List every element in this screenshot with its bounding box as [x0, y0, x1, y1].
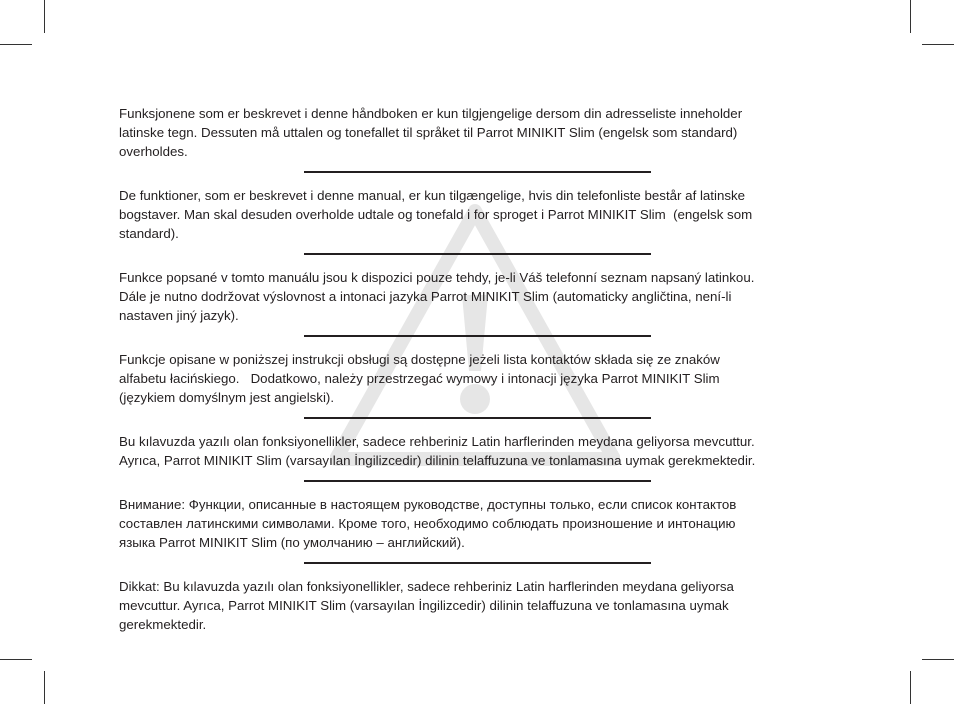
notice-line: Внимание: Функции, описанные в настоящем руководстве, доступны только, если список контактов: [119, 497, 737, 512]
notice-line: De funktioner, som er beskrevet i denne manual, er kun tilgængelige, hvis din telefonliste består af latinske: [119, 188, 746, 203]
notice-line: (językiem domyślnym jest angielski).: [119, 390, 335, 405]
notice-line: Dikkat: Bu kılavuzda yazılı olan fonksiyonellikler, sadece rehberiniz Latin harflerinden meydana geliyorsa: [119, 579, 734, 594]
notice-line: Ayrıca, Parrot MINIKIT Slim (varsayılan İngilizcedir) dilinin telaffuzuna ve tonlamasına uymak gerekmektedir.: [119, 453, 756, 468]
notice-paragraph: [119, 104, 831, 161]
separator-rule: [304, 480, 651, 482]
notice-line: latinske tegn. Dessuten må uttalen og tonefallet til språket til Parrot MINIKIT Slim (engelsk som standard): [119, 125, 738, 140]
notice-line: bogstaver. Man skal desuden overholde udtale og tonefald i for sproget i Parrot MINIKIT Slim (engelsk som: [119, 207, 753, 222]
notice-paragraph: [119, 186, 831, 243]
crop-mark-bottom-right-horizontal: [922, 659, 954, 660]
separator-rule: [304, 335, 651, 337]
notice-line: составлен латинскими символами. Кроме того, необходимо соблюдать произношение и интонацию: [119, 516, 736, 531]
notice-line: Funksjonene som er beskrevet i denne håndboken er kun tilgjengelige dersom din adresseliste inneholder: [119, 106, 743, 121]
notice-line: Funkcje opisane w poniższej instrukcji obsługi są dostępne jeżeli lista kontaktów składa się ze znaków: [119, 352, 720, 367]
separator-rule: [304, 562, 651, 564]
notice-line: alfabetu łacińskiego. Dodatkowo, należy przestrzegać wymowy i intonacji języka Parrot MINIKIT Slim: [119, 371, 720, 386]
notice-line: overholdes.: [119, 144, 188, 159]
notice-line: gerekmektedir.: [119, 617, 207, 632]
notice-line: standard).: [119, 226, 179, 241]
crop-mark-bottom-left-horizontal: [0, 659, 32, 660]
separator-rule: [304, 171, 651, 173]
crop-mark-bottom-left-vertical: [44, 671, 45, 704]
notice-paragraph: [119, 577, 831, 634]
crop-mark-top-left-horizontal: [0, 44, 32, 45]
notice-paragraph: [119, 350, 831, 407]
notice-paragraph: [119, 268, 831, 325]
notice-paragraph: [119, 432, 831, 470]
notice-line: Funkce popsané v tomto manuálu jsou k dispozici pouze tehdy, je-li Váš telefonní seznam napsaný latinkou.: [119, 270, 755, 285]
notice-line: языка Parrot MINIKIT Slim (по умолчанию – английский).: [119, 535, 465, 550]
notice-line: Bu kılavuzda yazılı olan fonksiyonellikler, sadece rehberiniz Latin harflerinden meydana geliyorsa mevcuttur.: [119, 434, 755, 449]
crop-mark-top-right-horizontal: [922, 44, 954, 45]
notice-paragraph: [119, 495, 831, 552]
crop-mark-top-right-vertical: [910, 0, 911, 33]
separator-rule: [304, 253, 651, 255]
notice-line: mevcuttur. Ayrıca, Parrot MINIKIT Slim (varsayılan İngilizcedir) dilinin telaffuzuna ve tonlamasına uymak: [119, 598, 729, 613]
separator-rule: [304, 417, 651, 419]
crop-mark-bottom-right-vertical: [910, 671, 911, 704]
notice-line: nastaven jiný jazyk).: [119, 308, 239, 323]
language-notices: [119, 104, 831, 634]
crop-mark-top-left-vertical: [44, 0, 45, 33]
notice-line: Dále je nutno dodržovat výslovnost a intonaci jazyka Parrot MINIKIT Slim (automaticky angličtina, není-li: [119, 289, 732, 304]
